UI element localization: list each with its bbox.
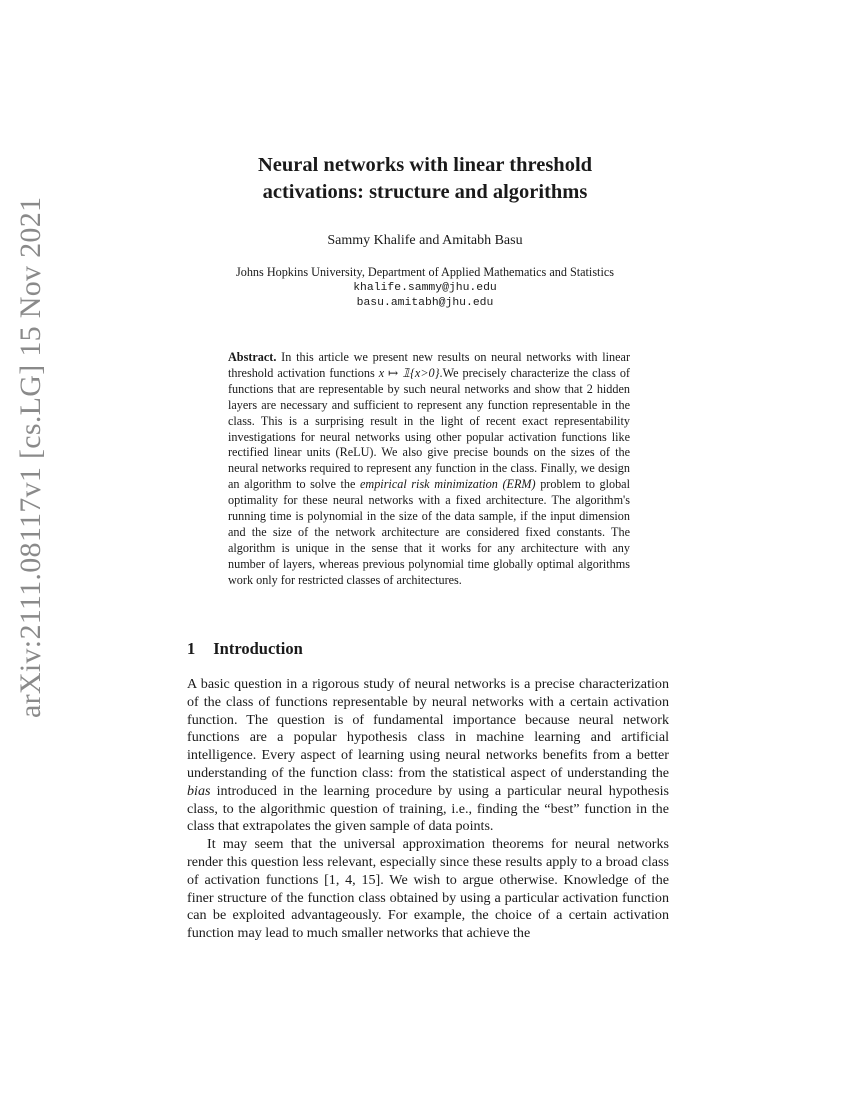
abstract-text-part-2: .We precisely characterize the class of functions that are representable by such neural networks and show that 2 hidden layers are necessary and sufficient to represent any function representable in the class. This is a surprising result in the light of recent exact representability investigations for neural networks using other popular activation functions like rectified linear units (ReLU). We also give precise bounds on the sizes of the neural networks required to represent any function in the class. Finally, we design an algorithm to solve the (228, 365, 630, 492)
title-line-2: activations: structure and algorithms (262, 181, 588, 203)
section-number: 1 (187, 639, 196, 658)
section-heading-introduction (187, 639, 303, 659)
intro-p1-text-b: introduced in the learning procedure by using a particular neural hypothesis class, to the algorithmic question of training, i.e., finding the “best” function in the class that extrapolates the given sample of data points. (187, 782, 669, 835)
email-basu: basu.amitabh@jhu.edu (356, 297, 494, 309)
section-title: Introduction (213, 639, 303, 658)
affiliation-text: Johns Hopkins University, Department of Applied Mathematics and Statistics (236, 265, 614, 279)
abstract-text-part-1: In this article we present new results on neural networks with linear threshold activation functions (228, 350, 630, 380)
abstract-erm-term: empirical risk minimization (ERM) (360, 477, 536, 492)
arxiv-identifier-text: arXiv:2111.08117v1 [cs.LG] 15 Nov 2021 (14, 196, 47, 718)
intro-paragraph-1 (187, 676, 669, 836)
abstract-formula: x ↦ 𝟙{x>0} (378, 365, 440, 380)
email-khalife: khalife.sammy@jhu.edu (353, 281, 497, 294)
abstract (228, 350, 630, 589)
author-list: Sammy Khalife and Amitabh Basu (327, 233, 523, 248)
introduction-body (187, 676, 669, 943)
affiliation-block (170, 265, 680, 312)
abstract-label: Abstract. (228, 350, 277, 364)
abstract-text-part-3: problem to global optimality for these neural networks with a fixed architecture. The algorithm's running time is polynomial in the size of the data sample, if the input dimension and the size of the network architecture are considered fixed constants. The algorithm is unique in the sense that it works for any architecture with any number of layers, whereas previous polynomial time globally optimal algorithms work only for restricted classes of architectures. (228, 477, 630, 587)
title-line-1: Neural networks with linear threshold (257, 154, 593, 176)
intro-p1-bias-term: bias (187, 782, 211, 799)
paper-title (170, 152, 680, 206)
intro-p1-text-a: A basic question in a rigorous study of neural networks is a precise characterization of the class of functions representable by neural networks with a certain activation function. The question is of fundamental importance because neural network functions are a popular hypothesis class in machine learning and artificial intelligence. Every aspect of learning using neural networks benefits from a better understanding of the function class: from the statistical aspect of understanding the (187, 676, 669, 781)
intro-paragraph-2: It may seem that the universal approximation theorems for neural networks render this question less relevant, especially since these results apply to a broad class of activation functions [1, 4, 15]. We wish to argue otherwise. Knowledge of the finer structure of the function class obtained by using a particular activation function can be exploited advantageously. For example, the choice of a certain activation function may lead to much smaller networks that achieve the (187, 836, 669, 942)
